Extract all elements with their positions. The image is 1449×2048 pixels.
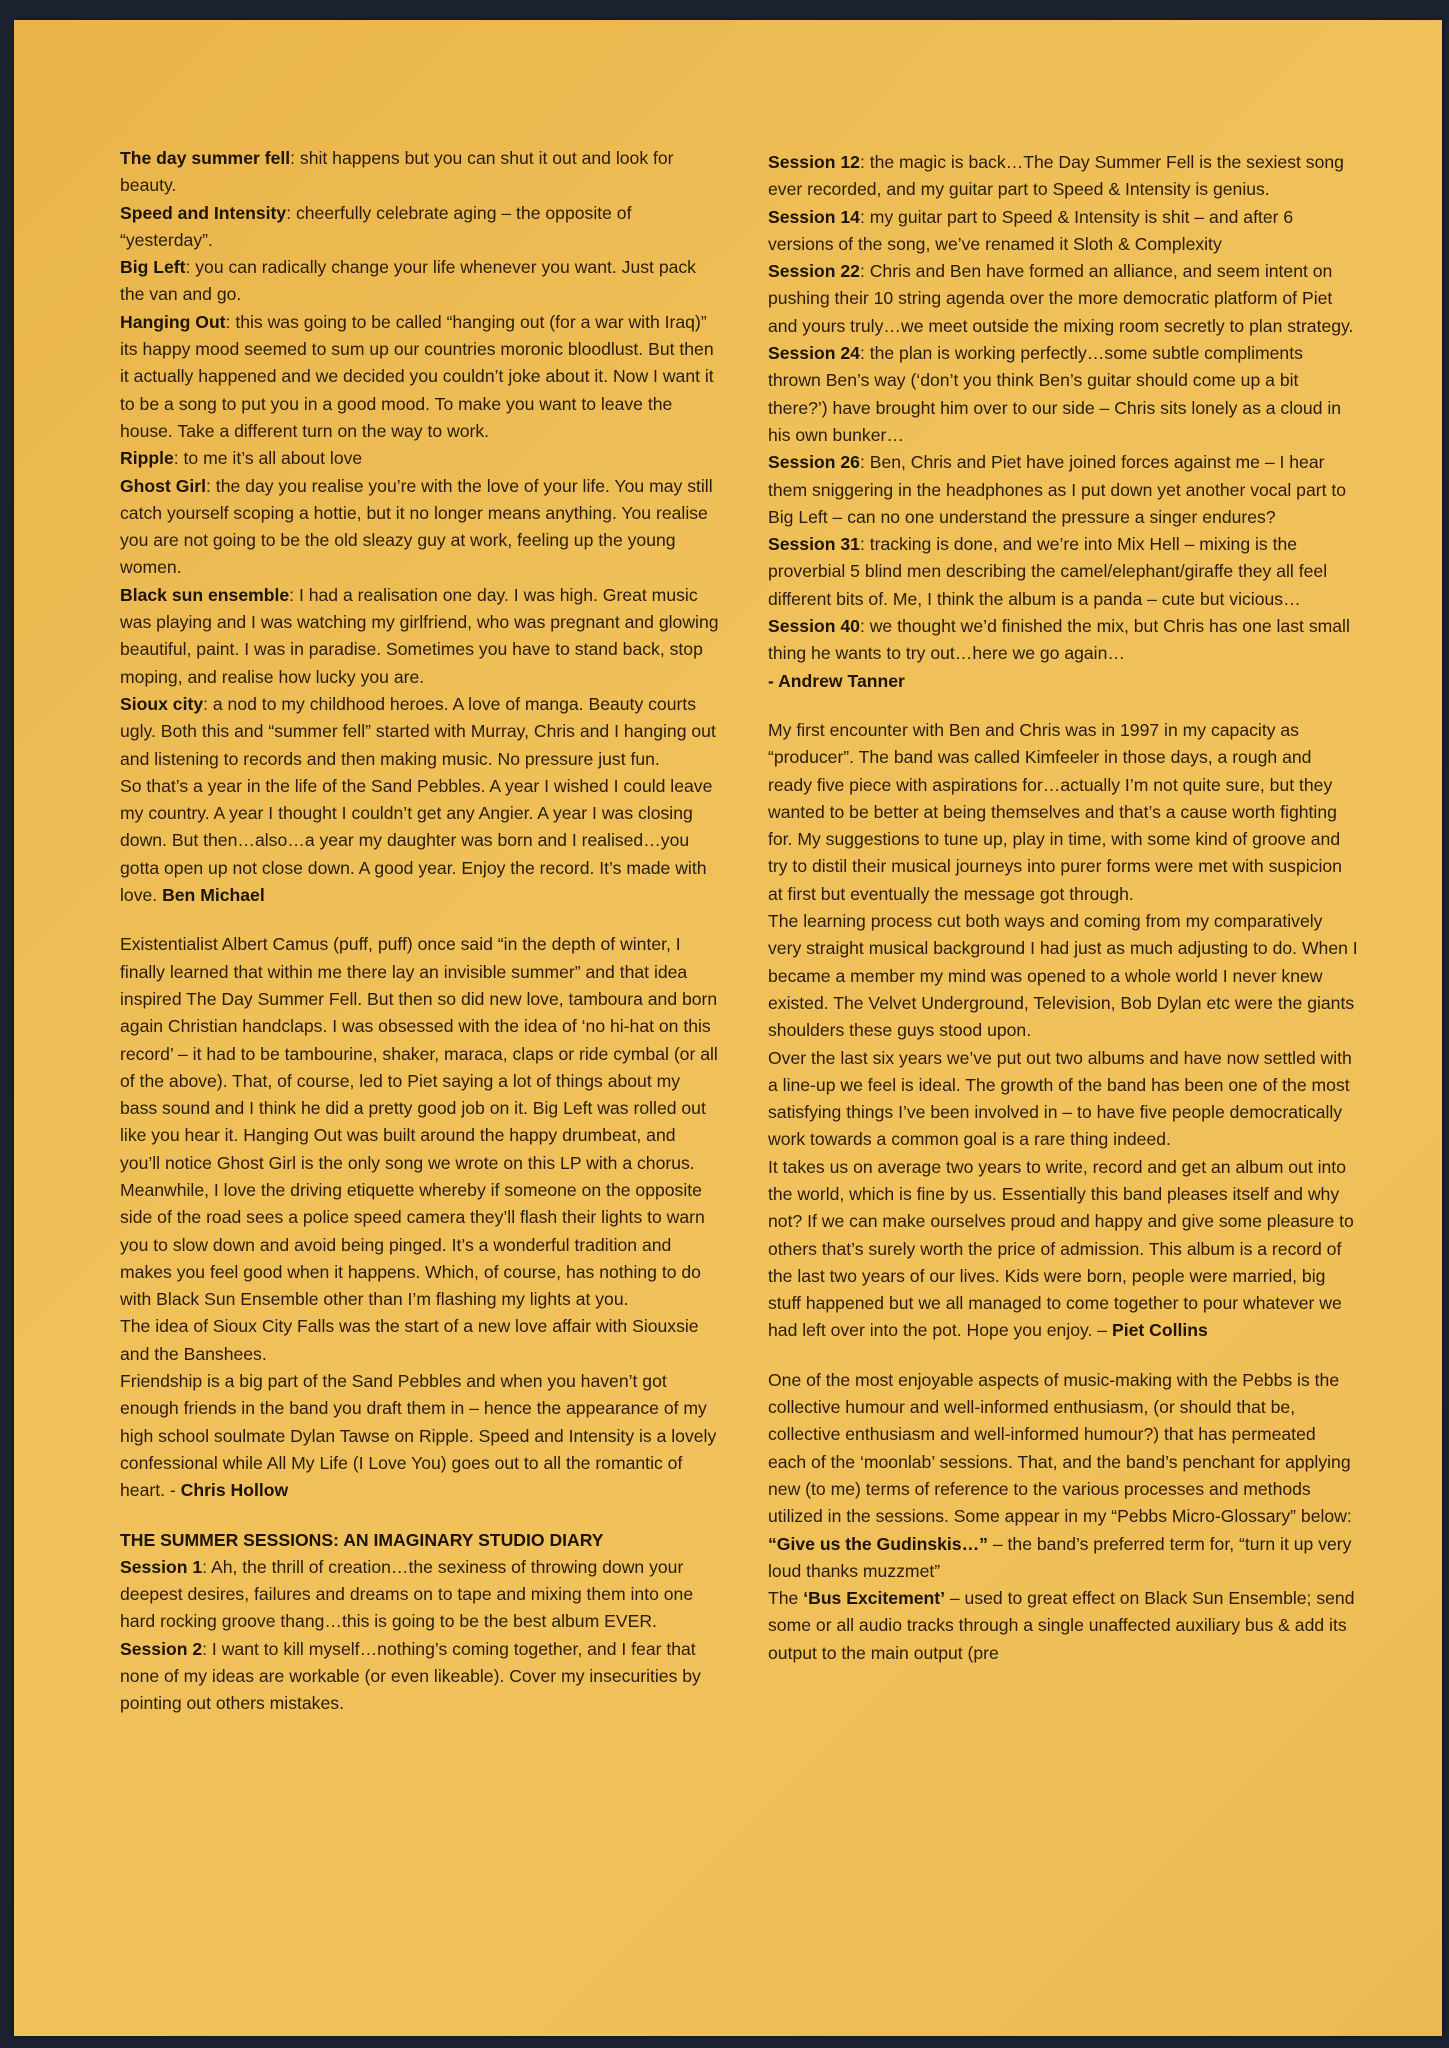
text: : my guitar part to Speed & Intensity is shit – and after 6 versions of the song, we’ve renamed it Sloth & Complexity (768, 206, 1294, 254)
paragraph (120, 254, 720, 309)
text: : to me it’s all about love (173, 448, 363, 469)
bold-heading: Session 12 (768, 152, 860, 172)
text: – used to great effect on Black Sun Ensemble; send some or all audio tracks through a single unaffected auxiliary bus & add its output to the main output (pre (768, 1588, 1355, 1663)
paragraph (768, 1531, 1358, 1586)
paragraph (120, 691, 720, 773)
text: : the plan is working perfectly…some subtle compliments thrown Ben’s way (‘don’t you think Ben’s guitar should come up a bit there?’) have brought him over to our side – Chris sits lonely as a cloud in his own bunker… (768, 343, 1342, 445)
text: : Ah, the thrill of creation…the sexiness of throwing down your deepest desires, failures and dreams on to tape and mixing them into one hard rocking groove thang…this is going to be the best album EVER. (120, 1556, 694, 1632)
bold-heading: Session 31 (768, 534, 860, 555)
bold-heading: Hanging Out (120, 311, 226, 332)
text: So that’s a year in the life of the Sand Pebbles. A year I wished I could leave my country. A year I thought I couldn’t get any Angier. A year I was closing down. But then…also…a year my daughter was born and I realised…you gotta open up not close down. A good year. Enjoy the record. It’s made with love. (120, 775, 713, 906)
paragraph (768, 204, 1358, 259)
paragraph (768, 1045, 1358, 1154)
paragraph (120, 931, 720, 1313)
text: Friendship is a big part of the Sand Pebbles and when you haven’t got enough friends in the band you draft them in – hence the appearance of my high school soulmate Dylan Tawse on Ripple. Speed and Intensity is a lovely confessional while All My Life (I Love You) goes out to all the romantic of heart. - (120, 1371, 717, 1501)
paragraph (768, 258, 1358, 340)
paragraph (768, 1585, 1358, 1667)
author-signature: Ben Michael (162, 885, 265, 906)
paragraph (768, 717, 1358, 908)
paragraph (120, 309, 720, 445)
text: : this was going to be called “hanging out (for a war with Iraq)” its happy mood seemed to sum up our countries moronic bloodlust. But then it actually happened and we decided you couldn’t joke about it. Now I want it to be a song to put you in a good mood. To make you want to leave the house. Take a different turn on the way to work. (120, 311, 714, 441)
text: It takes us on average two years to write, record and get an album out into the world, which is fine by us. Essentially this band pleases itself and why not? If we can make ourselves proud and happy and give some pleasure to others that’s surely worth the price of admission. This album is a record of the last two years of our lives. Kids were born, people were married, big stuff happened but we all managed to come together to pour whatever we had left over into the pot. Hope you enjoy. – (768, 1156, 1354, 1341)
paragraph (120, 200, 720, 255)
text: One of the most enjoyable aspects of music-making with the Pebbs is the collective humour and well-informed enthusiasm, (or should that be, collective enthusiasm and well-informed humour?) that has permeated each of the ‘moonlab’ sessions. That, and the band’s penchant for applying new (to me) terms of reference to the various processes and methods utilized in the sessions. Some appear in my “Pebbs Micro-Glossary” below: (768, 1369, 1352, 1527)
bold-heading: Session 24 (768, 343, 860, 364)
paragraph (768, 613, 1358, 668)
text: : I had a realisation one day. I was high. Great music was playing and I was watching my girlfriend, who was pregnant and glowing beautiful, paint. I was in paradise. Sometimes you have to stand back, stop moping, and realise how lucky you are. (120, 584, 719, 687)
text: : the day you realise you’re with the love of your life. You may still catch yourself scoping a hottie, but it no longer means anything. You realise you are not going to be the old sleazy guy at work, feeling up the young women. (120, 475, 713, 578)
paragraph (768, 908, 1358, 1044)
paragraph (768, 149, 1358, 204)
bold-heading: “Give us the Gudinskis…” (768, 1533, 988, 1554)
bold-heading: Speed and Intensity (120, 202, 287, 223)
paragraph (120, 1636, 720, 1718)
paragraph (120, 1527, 720, 1554)
paragraph (120, 1313, 720, 1368)
bold-heading: Session 2 (120, 1638, 203, 1659)
bold-heading: Session 1 (120, 1556, 203, 1577)
paragraph (120, 773, 720, 909)
document-page (14, 20, 1442, 2036)
text: The learning process cut both ways and coming from my comparatively very straight musical background I had just as much adjusting to do. When I became a member my mind was opened to a whole world I never knew existed. The Velvet Underground, Television, Bob Dylan etc were the giants shoulders these guys stood upon. (768, 911, 1358, 1041)
paragraph (120, 445, 720, 472)
paragraph (120, 1554, 720, 1636)
paragraph (768, 340, 1358, 449)
text: : you can radically change your life whenever you want. Just pack the van and go. (120, 257, 696, 305)
right-column (768, 149, 1358, 1667)
text: The (768, 1588, 804, 1609)
text: The idea of Sioux City Falls was the start of a new love affair with Siouxsie and the Banshees. (120, 1316, 699, 1364)
paragraph (120, 1368, 720, 1504)
text: : Chris and Ben have formed an alliance, and seem intent on pushing their 10 string agenda over the more democratic platform of Piet and yours truly…we meet outside the mixing room secretly to plan strategy. (768, 261, 1354, 336)
author-signature: Piet Collins (1111, 1320, 1208, 1341)
bold-heading: Sioux city (120, 693, 204, 714)
bold-heading: Black sun ensemble (120, 584, 290, 605)
text: : the magic is back…The Day Summer Fell is the sexiest song ever recorded, and my guitar part to Speed & Intensity is genius. (768, 152, 1344, 200)
text: : shit happens but you can shut it out and look for beauty. (120, 148, 674, 196)
bold-heading: Ghost Girl (120, 475, 207, 496)
text: : Ben, Chris and Piet have joined forces against me – I hear them sniggering in the headphones as I put down yet another vocal part to Big Left – can no one understand the pressure a singer endures? (768, 452, 1347, 527)
bold-heading: - Andrew Tanner (768, 670, 905, 691)
paragraph (768, 531, 1358, 613)
bold-heading: The day summer fell (120, 148, 291, 168)
text: Over the last six years we’ve put out two albums and have now settled with a line-up we feel is ideal. The growth of the band has been one of the most satisfying things I’ve been involved in – to have five people democratically work towards a common goal is a rare thing indeed. (768, 1047, 1352, 1150)
bold-heading: Ripple (120, 448, 174, 469)
bold-heading: Session 26 (768, 452, 860, 473)
text: My first encounter with Ben and Chris was in 1997 in my capacity as “producer”. The band was called Kimfeeler in those days, a rough and ready five piece with aspirations for…actually I’m not quite sure, but they wanted to be better at being themselves and that’s a cause worth fighting for. My suggestions to tune up, play in time, with some kind of groove and try to distil their musical journeys into purer forms were met with suspicion at first but eventually the message got through. (768, 719, 1342, 904)
left-column (120, 145, 720, 1718)
text: : a nod to my childhood heroes. A love of manga. Beauty courts ugly. Both this and “summer fell” started with Murray, Chris and I hanging out and listening to records and then making music. No pressure just fun. (120, 693, 716, 769)
bold-heading: THE SUMMER SESSIONS: AN IMAGINARY STUDIO DIARY (120, 1529, 604, 1550)
text: Existentialist Albert Camus (puff, puff) once said “in the depth of winter, I finally learned that within me there lay an invisible summer” and that idea inspired The Day Summer Fell. But then so did new love, tamboura and born again Christian handclaps. I was obsessed with the idea of ‘no hi-hat on this record’ – it had to be tambourine, shaker, maraca, claps or ride cymbal (or all of the above). That, of course, led to Piet saying a lot of things about my bass sound and I think he did a pretty good job on it. Big Left was rolled out like you hear it. Hanging Out was built around the happy drumbeat, and you’ll notice Ghost Girl is the only song we wrote on this LP with a chorus. Meanwhile, I love the driving etiquette whereby if someone on the opposite side of the road sees a police speed camera they’ll flash their lights to warn you to slow down and avoid being pinged. It’s a wonderful tradition and makes you feel good when it happens. Which, of course, has nothing to do with Black Sun Ensemble other than I’m flashing my lights at you. (120, 934, 718, 1310)
bold-heading: Big Left (120, 257, 186, 278)
paragraph (120, 145, 720, 200)
paragraph (120, 473, 720, 582)
text: : I want to kill myself…nothing’s coming together, and I fear that none of my ideas are workable (or even likeable). Cover my insecurities by pointing out others mistakes. (120, 1638, 701, 1714)
paragraph (768, 1154, 1358, 1345)
paragraph (120, 582, 720, 691)
text: : tracking is done, and we’re into Mix Hell – mixing is the proverbial 5 blind men describing the camel/elephant/giraffe they all feel different bits of. Me, I think the album is a panda – cute but vicious… (768, 534, 1328, 609)
paragraph (768, 1367, 1358, 1531)
paragraph (768, 668, 1358, 695)
paragraph (768, 449, 1358, 531)
bold-heading: ‘Bus Excitement’ (803, 1588, 945, 1609)
text: – the band’s preferred term for, “turn it up very loud thanks muzzmet” (768, 1533, 1352, 1581)
text: : we thought we’d finished the mix, but Chris has one last small thing he wants to try out…here we go again… (768, 616, 1350, 664)
author-signature: Chris Hollow (180, 1480, 289, 1501)
bold-heading: Session 40 (768, 616, 860, 637)
text: : cheerfully celebrate aging – the opposite of “yesterday”. (120, 202, 632, 250)
bold-heading: Session 14 (768, 206, 860, 227)
bold-heading: Session 22 (768, 261, 860, 282)
